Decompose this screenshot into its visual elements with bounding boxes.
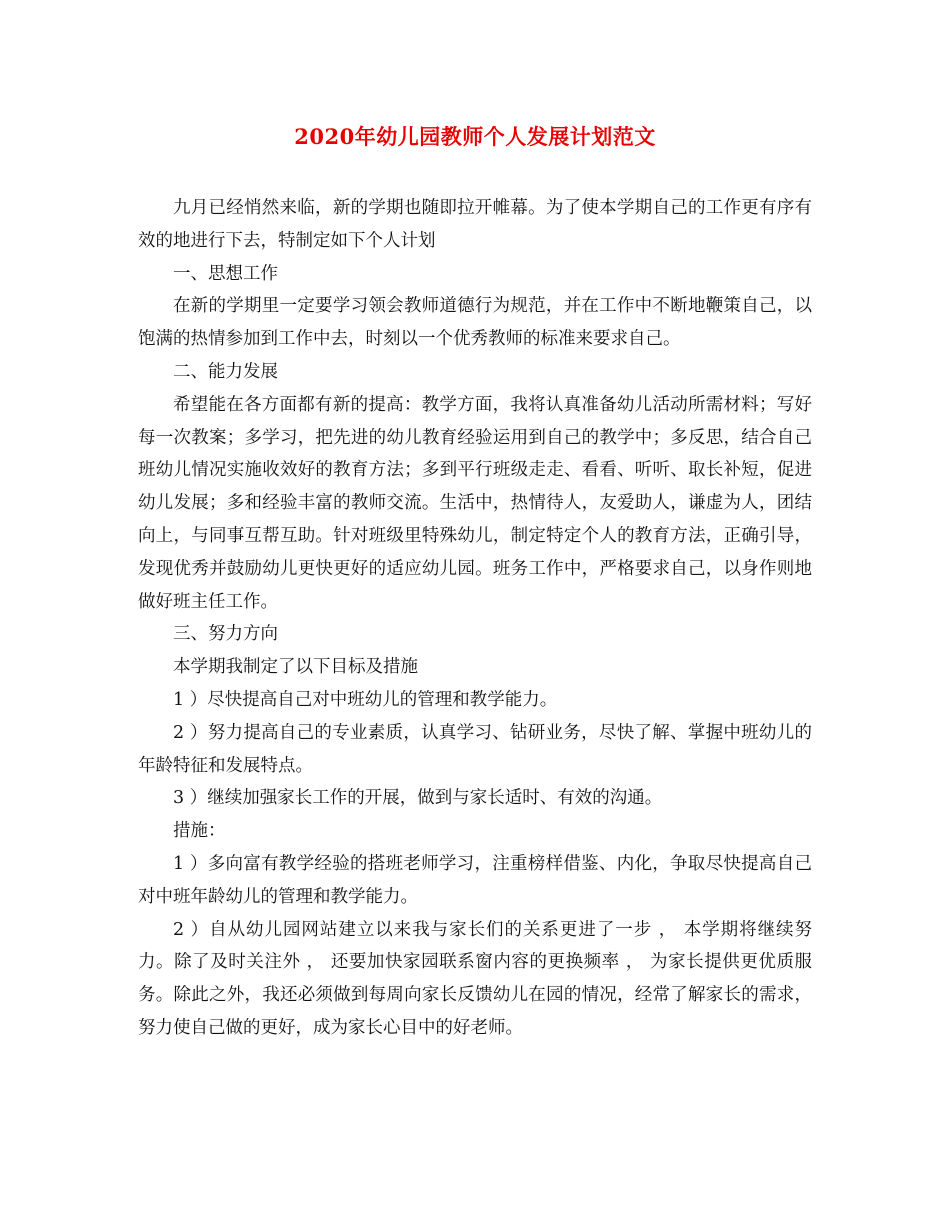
goals-intro: 本学期我制定了以下目标及措施 — [173, 657, 418, 678]
section-heading-direction: 三、努力方向 — [173, 624, 278, 645]
section-heading-ability: 二、能力发展 — [173, 361, 278, 382]
thought-paragraph: 在新的学期里一定要学习领会教师道德行为规范，并在工作中不断地鞭策自己，以饱满的热情参加到工作中去，时刻以一个优秀教师的标准来要求自己。 — [138, 296, 812, 350]
goal-item-2: 2 ）努力提高自己的专业素质，认真学习、钻研业务，尽快了解、掌握中班幼儿的年龄特征和发展特点。 — [138, 722, 812, 776]
intro-paragraph: 九月已经悄然来临，新的学期也随即拉开帷幕。为了使本学期自己的工作更有序有效的地进行下去，特制定如下个人计划 — [138, 198, 812, 251]
document-title: 2020年幼儿园教师个人发展计划范文 — [294, 124, 656, 149]
ability-paragraph: 希望能在各方面都有新的提高：教学方面，我将认真准备幼儿活动所需材料；写好每一次教案；多学习，把先进的幼儿教育经验运用到自己的教学中；多反思，结合自己班幼儿情况实施收效好的教育方法；多到平行班级走走、看看、听听、取长补短，促进幼儿发展；多和经验丰富的教师交流。生活中，热情待人，友爱助人，谦虚为人，团结向上，与同事互帮互助。针对班级里特殊幼儿，制定特定个人的教育方法，正确引导，发现优秀并鼓励幼儿更快更好的适应幼儿园。班务工作中，严格要求自己，以身作则地做好班主任工作。 — [138, 394, 812, 612]
goal-item-3: 3 ）继续加强家长工作的开展，做到与家长适时、有效的沟通。 — [173, 788, 663, 809]
document-body — [138, 192, 812, 1045]
section-heading-thought: 一、思想工作 — [173, 263, 278, 284]
measures-heading: 措施： — [173, 821, 226, 842]
measure-item-2: 2 ）自从幼儿园网站建立以来我与家长们的关系更进了一步 ， 本学期将继续努力。除了及时关注外 ， 还要加快家园联系窗内容的更换频率 ， 为家长提供更优质服务。除此之外，我还必须做到每周向家长反馈幼儿在园的情况，经常了解家长的需求，努力使自己做的更好，成为家长心目中的好老师。 — [138, 919, 812, 1038]
measure-item-1: 1 ）多向富有教学经验的搭班老师学习，注重榜样借鉴、内化，争取尽快提高自己对中班年龄幼儿的管理和教学能力。 — [138, 853, 812, 907]
goal-item-1: 1 ）尽快提高自己对中班幼儿的管理和教学能力。 — [173, 689, 558, 710]
